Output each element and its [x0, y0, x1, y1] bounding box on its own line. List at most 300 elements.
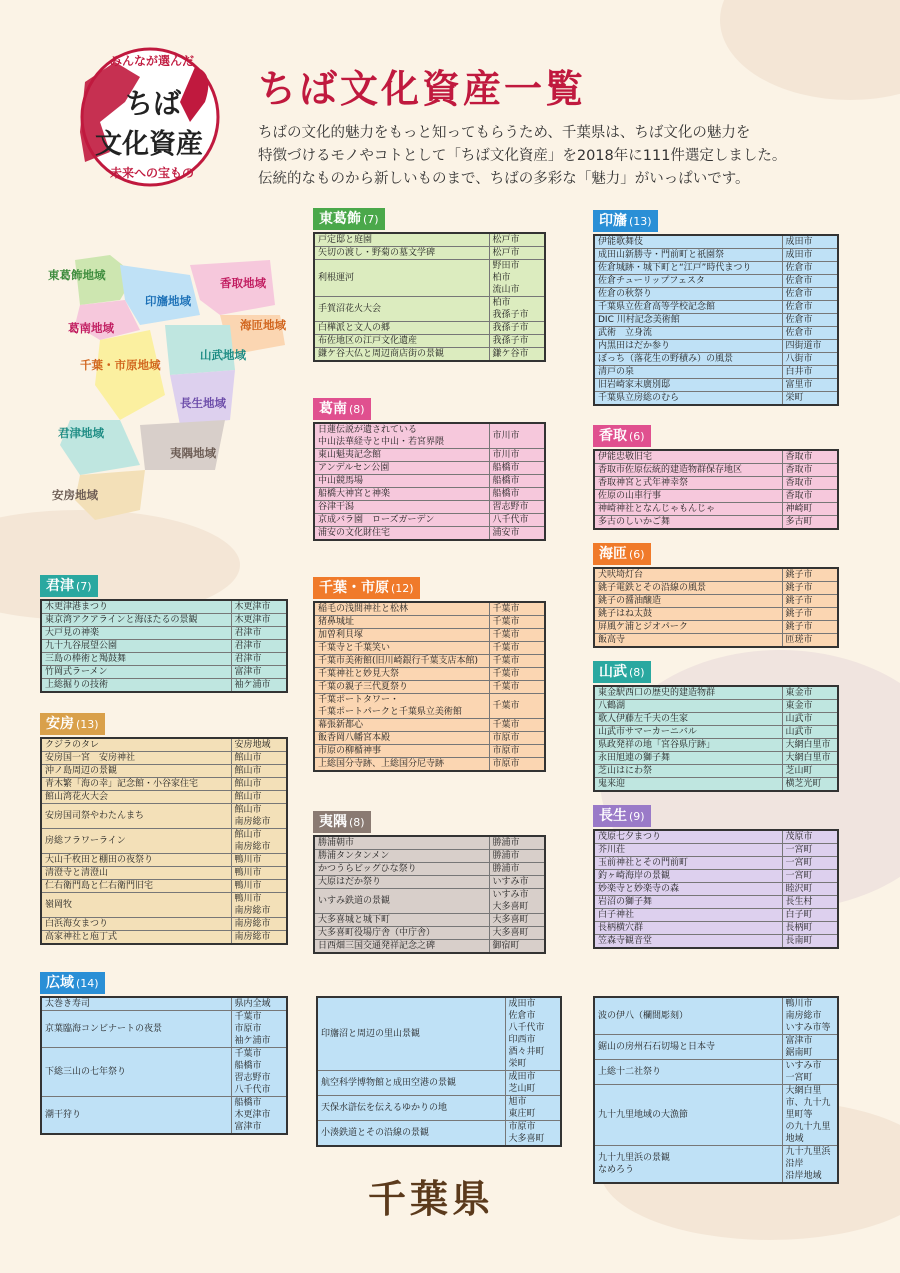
asset-table — [593, 996, 839, 1184]
asset-location: 佐倉市 — [782, 301, 838, 314]
region-label-chosei: 長生地域 — [180, 396, 226, 410]
table-row — [314, 527, 545, 541]
asset-location: 安房地域 — [231, 738, 287, 752]
table-row — [314, 423, 545, 449]
table-row — [594, 595, 838, 608]
table-row — [41, 614, 287, 627]
asset-name: 印旛沼と周辺の里山景観 — [317, 997, 505, 1071]
asset-location: 君津市 — [231, 627, 287, 640]
table-row — [314, 940, 545, 954]
asset-location: 野田市 柏市 流山市 — [489, 260, 545, 297]
asset-location: 富里市 — [782, 379, 838, 392]
asset-location: 多古町 — [782, 516, 838, 530]
asset-location: 白井市 — [782, 366, 838, 379]
asset-name: 木更津港まつり — [41, 600, 231, 614]
asset-location: 香取市 — [782, 477, 838, 490]
asset-name: 伊能忠敬旧宅 — [594, 450, 782, 464]
asset-name: 伊能歌舞伎 — [594, 235, 782, 249]
table-row — [314, 732, 545, 745]
section-chosei — [593, 805, 839, 949]
asset-location: 栄町 — [782, 392, 838, 406]
table-row — [314, 475, 545, 488]
asset-name: 千葉寺と千葉笑い — [314, 642, 489, 655]
asset-location: 市川市 — [489, 423, 545, 449]
asset-location: 佐倉市 — [782, 327, 838, 340]
table-row — [41, 854, 287, 867]
asset-location: 芝山町 — [782, 765, 838, 778]
asset-location: 東金市 — [782, 686, 838, 700]
asset-table — [593, 567, 839, 648]
asset-name: 武術 立身流 — [594, 327, 782, 340]
section-header — [313, 577, 420, 599]
asset-location: 袖ケ浦市 — [231, 679, 287, 693]
table-row — [314, 449, 545, 462]
asset-location: 佐倉市 — [782, 262, 838, 275]
table-row — [594, 582, 838, 595]
asset-name: 芥川荘 — [594, 844, 782, 857]
asset-name: 京成バラ園 ローズガーデン — [314, 514, 489, 527]
table-row — [314, 335, 545, 348]
table-row — [41, 640, 287, 653]
table-row — [41, 1048, 287, 1097]
section-header — [40, 972, 105, 994]
asset-name: 三島の棒術と羯鼓舞 — [41, 653, 231, 666]
asset-name: 清戸の泉 — [594, 366, 782, 379]
asset-name: 成田山新勝寺・門前町と祇園祭 — [594, 249, 782, 262]
asset-location: 千葉市 — [489, 681, 545, 694]
asset-location: 市原市 大多喜町 — [505, 1121, 561, 1147]
table-row — [41, 867, 287, 880]
asset-name: 上総国分寺跡、上総国分尼寺跡 — [314, 758, 489, 772]
section-katsunan — [313, 398, 546, 541]
table-row — [594, 752, 838, 765]
asset-location: 成田市 佐倉市 八千代市 印西市 酒々井町 栄町 — [505, 997, 561, 1071]
asset-table — [313, 835, 546, 954]
table-row — [594, 1146, 838, 1184]
asset-location: 我孫子市 — [489, 322, 545, 335]
section-chiba — [313, 577, 546, 772]
asset-location: 東金市 — [782, 700, 838, 713]
section-higashikatsushika — [313, 208, 546, 362]
asset-table — [313, 601, 546, 772]
section-count: (8) — [629, 666, 645, 679]
section-count: (9) — [629, 810, 645, 823]
table-row — [314, 602, 545, 616]
table-row — [314, 514, 545, 527]
asset-location: 柏市 我孫子市 — [489, 297, 545, 322]
table-row — [41, 880, 287, 893]
table-row — [314, 681, 545, 694]
region-label-awa: 安房地域 — [52, 488, 98, 502]
asset-name: 千葉の親子三代夏祭り — [314, 681, 489, 694]
table-row — [41, 627, 287, 640]
table-row — [594, 909, 838, 922]
region-label-kaiso: 海匝地域 — [240, 318, 286, 332]
asset-location: 鎌ケ谷市 — [489, 348, 545, 362]
chiba-bunka-logo — [55, 42, 245, 192]
table-row — [41, 829, 287, 854]
asset-name: 笠森寺観音堂 — [594, 935, 782, 949]
asset-table — [40, 996, 288, 1135]
asset-location: 千葉市 — [489, 642, 545, 655]
asset-name: 岩沼の獅子舞 — [594, 896, 782, 909]
asset-location: 千葉市 — [489, 668, 545, 681]
section-name: 夷隅 — [319, 814, 347, 830]
section-isumi — [313, 811, 546, 954]
table-row — [594, 922, 838, 935]
section-count: (8) — [349, 816, 365, 829]
table-row — [594, 314, 838, 327]
asset-location: 白子町 — [782, 909, 838, 922]
region-label-katori: 香取地域 — [220, 276, 266, 290]
table-row — [314, 616, 545, 629]
asset-location: 館山市 南房総市 — [231, 804, 287, 829]
asset-name: 天保水滸伝を伝えるゆかりの地 — [317, 1096, 505, 1121]
section-name: 海匝 — [599, 546, 627, 562]
table-row — [594, 713, 838, 726]
region-label-higashikatsushika: 東葛飾地域 — [48, 268, 106, 282]
section-header — [593, 661, 651, 683]
asset-location: 一宮町 — [782, 844, 838, 857]
section-header — [593, 543, 651, 565]
table-row — [594, 353, 838, 366]
asset-location: 勝浦市 — [489, 863, 545, 876]
asset-name: 東京湾アクアラインと海ほたるの景観 — [41, 614, 231, 627]
asset-name: 日蓮伝説が遺されている 中山法華経寺と中山・若宮界隈 — [314, 423, 489, 449]
table-row — [594, 765, 838, 778]
asset-location: 大網白里市 — [782, 752, 838, 765]
asset-name: 飯香岡八幡宮本殿 — [314, 732, 489, 745]
asset-table — [313, 232, 546, 362]
section-kaiso — [593, 543, 839, 648]
asset-location: 山武市 — [782, 713, 838, 726]
asset-name: 戸定邸と庭園 — [314, 233, 489, 247]
table-row — [594, 870, 838, 883]
section-inba — [593, 210, 839, 406]
intro-text: ちばの文化的魅力をもっと知ってもらうため、千葉県は、ちば文化の魅力を 特徴づけるモノやコトとして「ちば文化資産」を2018年に111件選定しました。 伝統的なものから新しいものまで、ちばの多彩な「魅力」がいっぱいです。 — [258, 125, 787, 187]
asset-location: 銚子市 — [782, 582, 838, 595]
asset-location: 千葉市 — [489, 629, 545, 642]
table-row — [317, 1096, 561, 1121]
section-name: 山武 — [599, 664, 627, 680]
asset-location: 旭市 東庄町 — [505, 1096, 561, 1121]
section-count: (13) — [76, 718, 99, 731]
asset-location: 一宮町 — [782, 857, 838, 870]
asset-name: 猪鼻城址 — [314, 616, 489, 629]
table-row — [594, 935, 838, 949]
asset-location: 九十九里浜沿岸 沿岸地域 — [782, 1146, 838, 1184]
asset-location: 千葉市 — [489, 655, 545, 668]
asset-location: 船橋市 — [489, 488, 545, 501]
section-count: (6) — [629, 548, 645, 561]
asset-name: 玉前神社とその門前町 — [594, 857, 782, 870]
asset-location: 船橋市 — [489, 475, 545, 488]
asset-location: 成田市 芝山町 — [505, 1071, 561, 1096]
table-row — [314, 850, 545, 863]
asset-name: 鋸山の房州石石切場と日本寺 — [594, 1035, 782, 1060]
asset-name: 館山湾花火大会 — [41, 791, 231, 804]
asset-location: 御宿町 — [489, 940, 545, 954]
asset-location: 香取市 — [782, 450, 838, 464]
asset-name: 上総十二社祭り — [594, 1060, 782, 1085]
table-row — [594, 857, 838, 870]
section-count: (12) — [391, 582, 414, 595]
section-count: (6) — [629, 430, 645, 443]
table-row — [314, 719, 545, 732]
region-label-sanbu: 山武地域 — [200, 348, 246, 362]
asset-location: いすみ市 一宮町 — [782, 1060, 838, 1085]
table-row — [317, 1121, 561, 1147]
table-row — [314, 348, 545, 362]
asset-name: 芝山はにわ祭 — [594, 765, 782, 778]
asset-name: 日西畑三国交通発祥記念之碑 — [314, 940, 489, 954]
asset-location: 市原市 — [489, 758, 545, 772]
asset-name: 安房国司祭やわたんまち — [41, 804, 231, 829]
asset-location: 松戸市 — [489, 247, 545, 260]
asset-name: 下総三山の七年祭り — [41, 1048, 231, 1097]
asset-location: 香取市 — [782, 490, 838, 503]
section-sanbu — [593, 661, 839, 792]
asset-name: 佐倉チューリップフェスタ — [594, 275, 782, 288]
asset-name: 屏風ケ浦とジオパーク — [594, 621, 782, 634]
table-row — [314, 914, 545, 927]
asset-location: 成田市 — [782, 249, 838, 262]
asset-name: 船橋大神宮と神楽 — [314, 488, 489, 501]
section-koiki-1 — [40, 972, 288, 1135]
asset-location: 船橋市 — [489, 462, 545, 475]
asset-name: 大多喜城と城下町 — [314, 914, 489, 927]
table-row — [594, 997, 838, 1035]
table-row — [314, 247, 545, 260]
asset-name: 八鶴湖 — [594, 700, 782, 713]
asset-name: 銚子はね太鼓 — [594, 608, 782, 621]
asset-name: 大山千枚田と棚田の夜祭り — [41, 854, 231, 867]
asset-location: 大多喜町 — [489, 927, 545, 940]
asset-name: 勝浦朝市 — [314, 836, 489, 850]
table-row — [314, 260, 545, 297]
asset-location: 佐倉市 — [782, 288, 838, 301]
table-row — [317, 1071, 561, 1096]
asset-name: 鎌ケ谷大仏と周辺商店街の景観 — [314, 348, 489, 362]
asset-name: 竹岡式ラーメン — [41, 666, 231, 679]
section-header — [593, 210, 658, 232]
asset-name: 神崎神社となんじゃもんじゃ — [594, 503, 782, 516]
table-row — [594, 464, 838, 477]
table-row — [314, 488, 545, 501]
table-row — [594, 516, 838, 530]
table-row — [314, 836, 545, 850]
asset-name: 波の伊八（欄間彫刻） — [594, 997, 782, 1035]
asset-location: 鴨川市 — [231, 854, 287, 867]
asset-name: 沖ノ島周辺の景観 — [41, 765, 231, 778]
asset-name: 白樺派と文人の郷 — [314, 322, 489, 335]
asset-table — [40, 599, 288, 693]
asset-location: 大網白里市、九十九里町等 の九十九里地域 — [782, 1085, 838, 1146]
asset-name: 犬吠埼灯台 — [594, 568, 782, 582]
table-row — [314, 322, 545, 335]
asset-location: いすみ市 大多喜町 — [489, 889, 545, 914]
asset-name: 安房国一宮 安房神社 — [41, 752, 231, 765]
asset-name: 銚子電鉄とその沿線の風景 — [594, 582, 782, 595]
asset-location: 千葉市 — [489, 719, 545, 732]
table-row — [314, 745, 545, 758]
table-row — [41, 778, 287, 791]
table-row — [594, 844, 838, 857]
table-row — [41, 1011, 287, 1048]
asset-table — [313, 422, 546, 541]
asset-name: DIC 川村記念美術館 — [594, 314, 782, 327]
asset-name: 佐原の山車行事 — [594, 490, 782, 503]
section-name: 印旛 — [599, 213, 627, 229]
asset-name: 矢切の渡し・野菊の墓文学碑 — [314, 247, 489, 260]
asset-name: ぼっち（落花生の野積み）の風景 — [594, 353, 782, 366]
asset-location: 成田市 — [782, 235, 838, 249]
section-koiki-3 — [593, 996, 839, 1184]
table-row — [594, 883, 838, 896]
section-header — [313, 398, 371, 420]
asset-name: 東山魁夷記念館 — [314, 449, 489, 462]
table-row — [594, 608, 838, 621]
asset-name: 香取神宮と式年神幸祭 — [594, 477, 782, 490]
table-row — [314, 927, 545, 940]
asset-name: 旧岩崎家末廣別邸 — [594, 379, 782, 392]
table-row — [41, 679, 287, 693]
section-katori — [593, 425, 839, 530]
section-count: (7) — [76, 580, 92, 593]
asset-location: 匝瑳市 — [782, 634, 838, 648]
asset-name: 嶺岡牧 — [41, 893, 231, 918]
background-cloud-pattern — [720, 0, 900, 100]
asset-location: 君津市 — [231, 653, 287, 666]
section-awa — [40, 713, 288, 945]
table-row — [314, 501, 545, 514]
asset-location: 銚子市 — [782, 568, 838, 582]
asset-name: 上総掘りの技術 — [41, 679, 231, 693]
asset-location: 南房総市 — [231, 931, 287, 945]
asset-table — [593, 829, 839, 949]
asset-location: 館山市 南房総市 — [231, 829, 287, 854]
region-label-kimitsu: 君津地域 — [58, 426, 104, 440]
asset-location: 神崎町 — [782, 503, 838, 516]
asset-name: 手賀沼花火大会 — [314, 297, 489, 322]
region-label-inba: 印旛地域 — [145, 294, 191, 308]
asset-name: 県政発祥の地「宮谷県庁跡」 — [594, 739, 782, 752]
asset-name: 佐倉の秋祭り — [594, 288, 782, 301]
asset-location: 勝浦市 — [489, 836, 545, 850]
asset-name: 九十九里浜の景観 なめろう — [594, 1146, 782, 1184]
section-count: (13) — [629, 215, 652, 228]
asset-location: 富津市 — [231, 666, 287, 679]
asset-name: 仁右衛門島と仁右衛門旧宅 — [41, 880, 231, 893]
footer-prefecture: 千葉県 — [368, 1176, 495, 1221]
asset-location: 八千代市 — [489, 514, 545, 527]
asset-location: 長柄町 — [782, 922, 838, 935]
asset-name: 歌人伊藤左千夫の生家 — [594, 713, 782, 726]
table-row — [41, 666, 287, 679]
table-row — [314, 876, 545, 889]
table-row — [594, 1035, 838, 1060]
asset-name: 加曽利貝塚 — [314, 629, 489, 642]
table-row — [317, 997, 561, 1071]
asset-location: 鴨川市 南房総市 いすみ市等 — [782, 997, 838, 1035]
asset-location: 木更津市 — [231, 614, 287, 627]
asset-name: かつうらビッグひな祭り — [314, 863, 489, 876]
asset-location: 四街道市 — [782, 340, 838, 353]
table-row — [594, 275, 838, 288]
asset-name: 内黒田はだか参り — [594, 340, 782, 353]
asset-name: 中山競馬場 — [314, 475, 489, 488]
table-row — [594, 327, 838, 340]
section-count: (14) — [76, 977, 99, 990]
section-header — [40, 575, 98, 597]
asset-location: 睦沢町 — [782, 883, 838, 896]
asset-name: 千葉ポートタワー・ 千葉ポートパークと千葉県立美術館 — [314, 694, 489, 719]
section-kimitsu — [40, 575, 288, 693]
asset-name: 東金駅西口の歴史的建造物群 — [594, 686, 782, 700]
asset-location: 銚子市 — [782, 608, 838, 621]
asset-name: 九十九谷展望公園 — [41, 640, 231, 653]
asset-table — [316, 996, 562, 1147]
asset-location: 銚子市 — [782, 621, 838, 634]
asset-name: 多古のしいかご舞 — [594, 516, 782, 530]
table-row — [41, 893, 287, 918]
asset-name: 茂原七夕まつり — [594, 830, 782, 844]
asset-location: 館山市 — [231, 765, 287, 778]
asset-location: 習志野市 — [489, 501, 545, 514]
asset-table — [593, 449, 839, 530]
asset-location: 香取市 — [782, 464, 838, 477]
section-name: 長生 — [599, 808, 627, 824]
table-row — [594, 262, 838, 275]
section-header — [40, 713, 105, 735]
asset-location: 市原市 — [489, 745, 545, 758]
asset-location: 八街市 — [782, 353, 838, 366]
asset-name: 房総フラワーライン — [41, 829, 231, 854]
table-row — [314, 668, 545, 681]
table-row — [594, 634, 838, 648]
section-name: 千葉・市原 — [319, 580, 389, 596]
asset-name: 航空科学博物館と成田空港の景観 — [317, 1071, 505, 1096]
table-row — [594, 700, 838, 713]
table-row — [594, 301, 838, 314]
table-row — [594, 288, 838, 301]
table-row — [314, 233, 545, 247]
table-row — [41, 752, 287, 765]
asset-name: 京葉臨海コンビナートの夜景 — [41, 1011, 231, 1048]
asset-location: 館山市 — [231, 752, 287, 765]
asset-location: 市原市 — [489, 732, 545, 745]
asset-location: 船橋市 木更津市 富津市 — [231, 1097, 287, 1135]
asset-name: クジラのタレ — [41, 738, 231, 752]
asset-location: 佐倉市 — [782, 314, 838, 327]
logo-bottom-text: 未来への宝もの — [110, 166, 195, 180]
region-label-katsunan: 葛南地域 — [68, 321, 114, 335]
asset-location: 千葉市 船橋市 習志野市 八千代市 — [231, 1048, 287, 1097]
asset-name: 佐倉城跡・城下町と“江戸”時代まつり — [594, 262, 782, 275]
asset-name: 高家神社と庖丁式 — [41, 931, 231, 945]
table-row — [594, 477, 838, 490]
section-name: 東葛飾 — [319, 211, 361, 227]
section-name: 葛南 — [319, 401, 347, 417]
asset-location: 一宮町 — [782, 870, 838, 883]
logo-top-text: みんなが選んだ — [110, 54, 195, 68]
asset-table — [40, 737, 288, 945]
asset-location: 県内全域 — [231, 997, 287, 1011]
table-row — [594, 249, 838, 262]
asset-location: 勝浦市 — [489, 850, 545, 863]
asset-name: 小湊鉄道とその沿線の景観 — [317, 1121, 505, 1147]
section-name: 安房 — [46, 716, 74, 732]
